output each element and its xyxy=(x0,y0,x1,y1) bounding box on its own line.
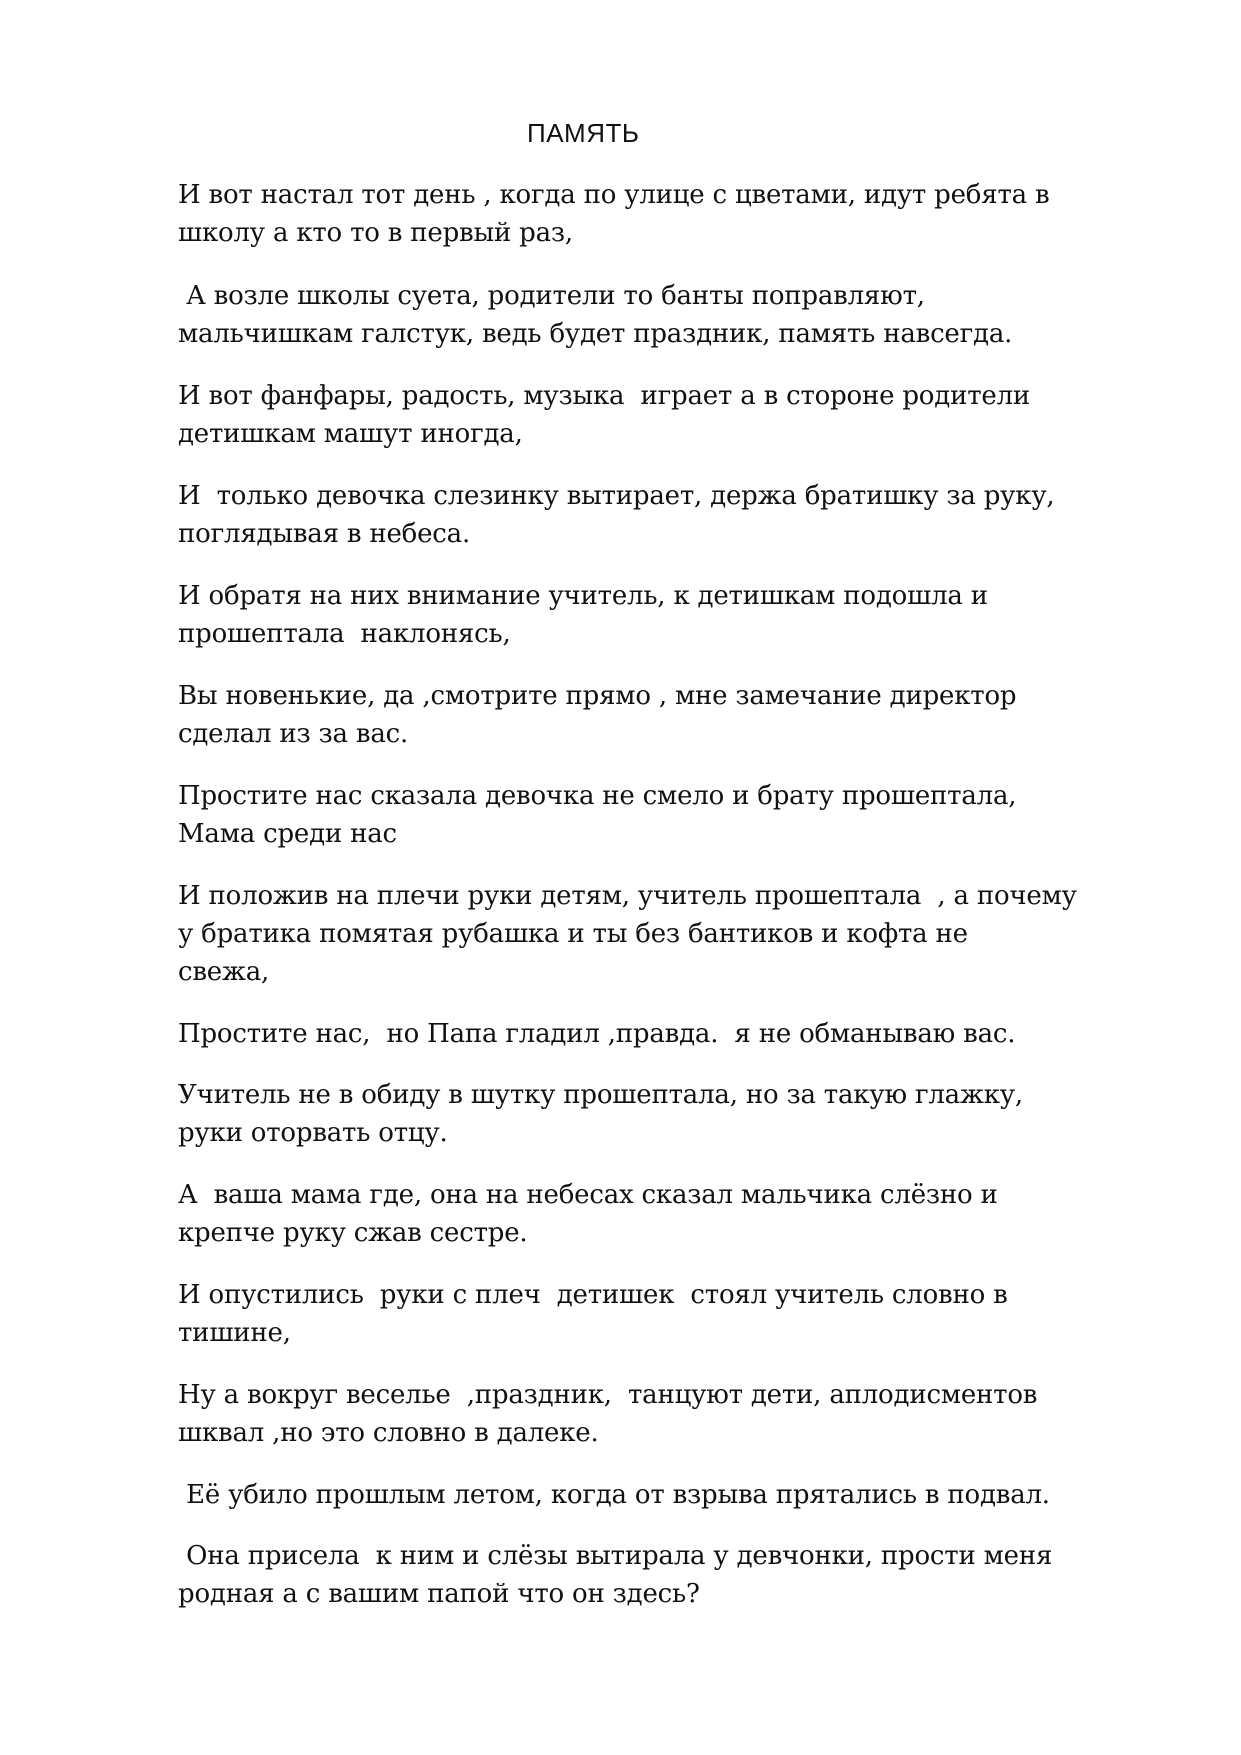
paragraph-15: Она присела к ним и слёзы вытирала у девчонки, прости меня родная а с вашим папой что он здесь? xyxy=(178,1541,1053,1609)
paragraph-1: И вот настал тот день , когда по улице с цветами, идут ребята в школу а кто то в первый раз, xyxy=(178,180,1050,248)
paragraph-11: А ваша мама где, она на небесах сказал мальчика слёзно и крепче руку сжав сестре. xyxy=(178,1180,998,1248)
paragraph-4: И только девочка слезинку вытирает, держа братишку за руку, поглядывая в небеса. xyxy=(178,481,1055,549)
paragraph-14: Её убило прошлым летом, когда от взрыва прятались в подвал. xyxy=(178,1480,1050,1510)
paragraph-2: А возле школы суета, родители то банты поправляют, мальчишкам галстук, ведь будет праздник, память навсегда. xyxy=(178,281,1013,349)
paragraph-5: И обратя на них внимание учитель, к детишкам подошла и прошептала наклонясь, xyxy=(178,581,988,649)
paragraph-13: Ну а вокруг веселье ,праздник, танцуют дети, аплодисментов шквал ,но это словно в далеке. xyxy=(178,1380,1038,1448)
paragraph-3: И вот фанфары, радость, музыка играет а в стороне родители детишкам машут иногда, xyxy=(178,381,1031,449)
paragraph-12: И опустились руки с плеч детишек стоял учитель словно в тишине, xyxy=(178,1280,1008,1348)
paragraph-9: Простите нас, но Папа гладил ,правда. я не обманываю вас. xyxy=(178,1019,1016,1049)
paragraph-6: Вы новенькие, да ,смотрите прямо , мне замечание директор сделал из за вас. xyxy=(178,681,1017,749)
paragraph-8: И положив на плечи руки детям, учитель прошептала , а почему у братика помятая рубашка и ты без бантиков и кофта не свежа, xyxy=(178,881,1077,987)
paragraph-7: Простите нас сказала девочка не смело и брату прошептала, Мама среди нас xyxy=(178,781,1017,849)
paragraph-10: Учитель не в обиду в шутку прошептала, но за такую глажку, руки оторвать отцу. xyxy=(178,1080,1023,1148)
document-title: ПАМЯТЬ xyxy=(527,118,640,148)
